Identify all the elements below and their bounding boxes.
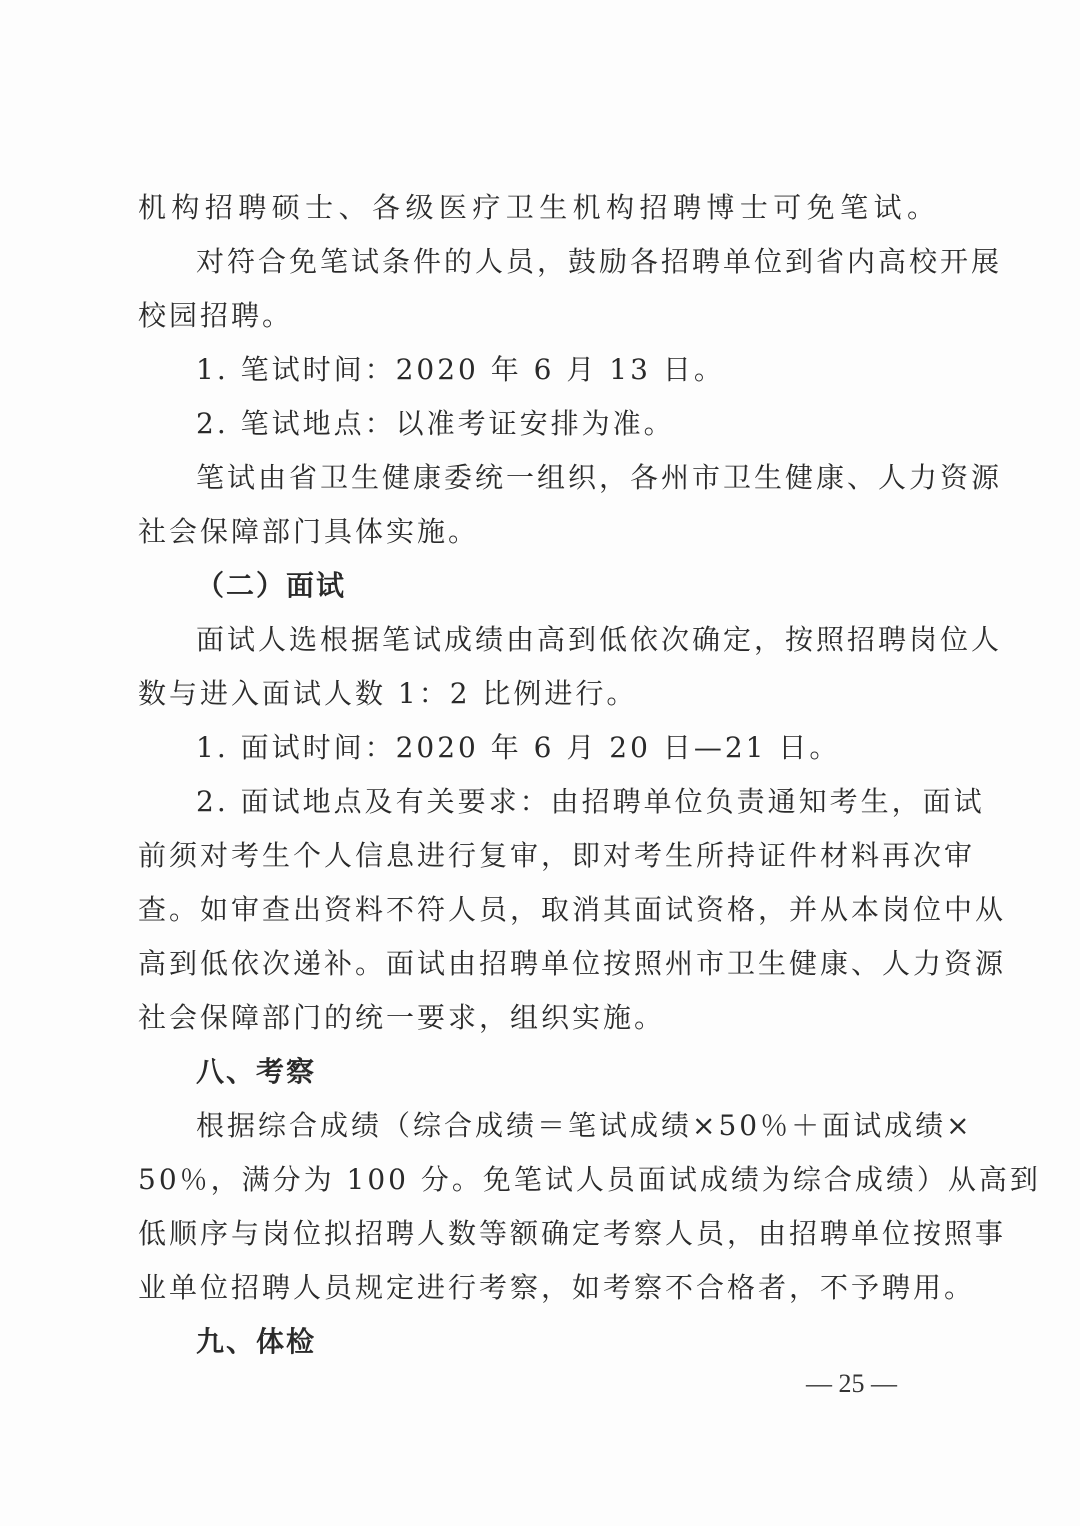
text-line-13: 前须对考生个人信息进行复审，即对考生所持证件材料再次审 [138, 839, 976, 872]
text-line-19: 50％，满分为 100 分。免笔试人员面试成绩为综合成绩）从高到 [138, 1163, 1041, 1196]
text-line-11: 1. 面试时间：2020 年 6 月 20 日—21 日。 [196, 731, 841, 764]
text-line-7: 社会保障部门具体实施。 [138, 515, 480, 548]
text-line-18: 根据综合成绩（综合成绩＝笔试成绩×50％＋面试成绩× [196, 1109, 973, 1142]
text-line-20: 低顺序与岗位拟招聘人数等额确定考察人员，由招聘单位按照事 [138, 1217, 1007, 1250]
section-heading-inspection: 八、考察 [196, 1055, 317, 1088]
text-line-6: 笔试由省卫生健康委统一组织，各州市卫生健康、人力资源 [196, 461, 1003, 494]
text-line-21: 业单位招聘人员规定进行考察，如考察不合格者，不予聘用。 [138, 1271, 976, 1304]
text-line-1: 机构招聘硕士、各级医疗卫生机构招聘博士可免笔试。 [138, 191, 938, 224]
text-line-9: 面试人选根据笔试成绩由高到低依次确定，按照招聘岗位人 [196, 623, 1003, 656]
text-line-5: 2. 笔试地点：以准考证安排为准。 [196, 407, 675, 440]
text-line-12: 2. 面试地点及有关要求：由招聘单位负责通知考生，面试 [196, 785, 985, 818]
section-heading-physical-exam: 九、体检 [196, 1325, 317, 1358]
section-heading-interview: （二）面试 [196, 569, 347, 602]
text-line-14: 查。如审查出资料不符人员，取消其面试资格，并从本岗位中从 [138, 893, 1007, 926]
text-line-3: 校园招聘。 [138, 299, 294, 332]
text-line-2: 对符合免笔试条件的人员，鼓励各招聘单位到省内高校开展 [196, 245, 1003, 278]
text-line-16: 社会保障部门的统一要求，组织实施。 [138, 1001, 666, 1034]
text-line-15: 高到低依次递补。面试由招聘单位按照州市卫生健康、人力资源 [138, 947, 1007, 980]
text-line-4: 1. 笔试时间：2020 年 6 月 13 日。 [196, 353, 725, 386]
text-line-10: 数与进入面试人数 1：2 比例进行。 [138, 677, 638, 710]
page-number: — 25 — [806, 1369, 897, 1398]
